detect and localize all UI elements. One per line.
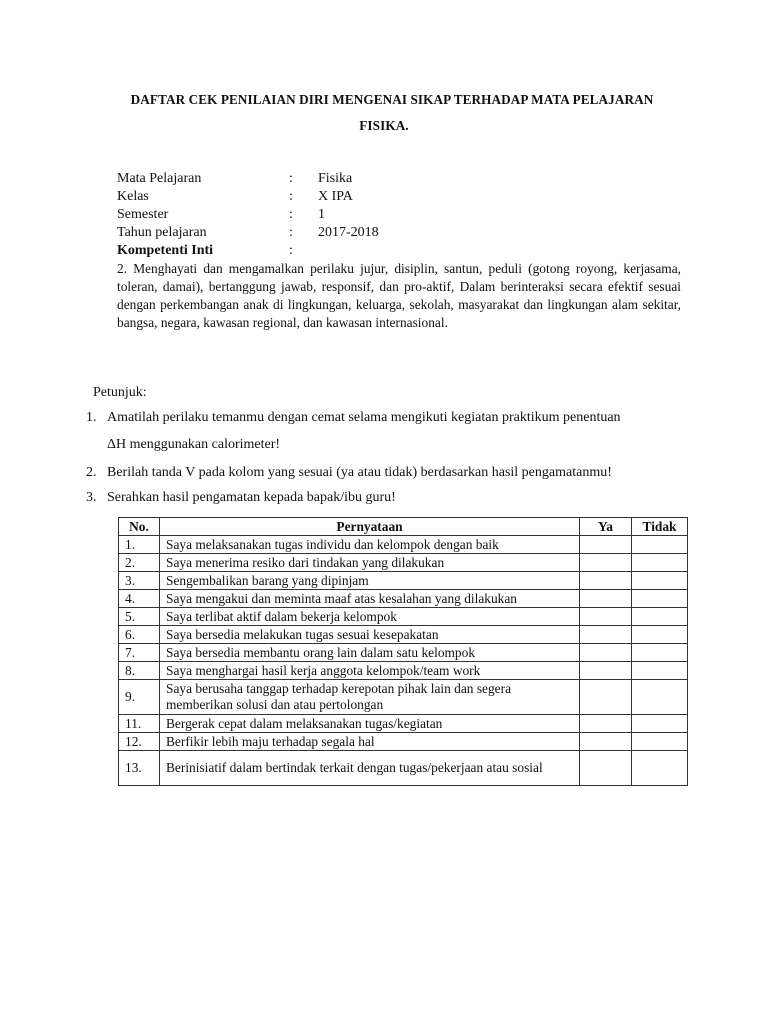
document-title-line-2: FISIKA. bbox=[359, 118, 409, 133]
row-statement: Saya terlibat aktif dalam bekerja kelompok bbox=[160, 608, 580, 626]
step-number: 3. bbox=[86, 490, 97, 505]
info-label: Semester bbox=[117, 207, 169, 222]
yes-checkbox-cell[interactable] bbox=[580, 733, 632, 751]
table-row bbox=[119, 554, 688, 572]
no-checkbox-cell[interactable] bbox=[632, 680, 688, 715]
table-row bbox=[119, 572, 688, 590]
yes-checkbox-cell[interactable] bbox=[580, 536, 632, 554]
row-number: 1. bbox=[119, 536, 160, 554]
info-label: Tahun pelajaran bbox=[117, 225, 207, 240]
info-colon: : bbox=[289, 171, 293, 186]
no-checkbox-cell[interactable] bbox=[632, 590, 688, 608]
instruction-step bbox=[86, 410, 621, 426]
table-row bbox=[119, 733, 688, 751]
table-row bbox=[119, 626, 688, 644]
yes-checkbox-cell[interactable] bbox=[580, 608, 632, 626]
info-value: Fisika bbox=[318, 171, 353, 186]
info-value: X IPA bbox=[318, 189, 353, 204]
yes-checkbox-cell[interactable] bbox=[580, 715, 632, 733]
checklist-table bbox=[118, 517, 688, 786]
document-title-line-1: DAFTAR CEK PENILAIAN DIRI MENGENAI SIKAP TERHADAP MATA PELAJARAN bbox=[130, 92, 654, 107]
info-colon: : bbox=[289, 243, 293, 258]
info-block bbox=[117, 170, 618, 260]
row-statement: Sengembalikan barang yang dipinjam bbox=[160, 572, 580, 590]
info-colon: : bbox=[289, 225, 293, 240]
row-statement: Saya bersedia membantu orang lain dalam satu kelompok bbox=[160, 644, 580, 662]
core-competence-text: 2. Menghayati dan mengamalkan perilaku jujur, disiplin, santun, peduli (gotong royong, kerjasama, toleran, damai), bertanggung jawab, responsif, dan pro-aktif, Dalam berinteraksi secara efektif sesuai dengan perkembangan anak di lingkungan, keluarga, sekolah, masyarakat dan lingkungan alam sekitar, bangsa, negara, kawasan regional, dan kawasan internasional. bbox=[117, 261, 681, 330]
table-row bbox=[119, 680, 688, 715]
row-number: 4. bbox=[119, 590, 160, 608]
info-label: Kompetenti Inti bbox=[117, 243, 214, 258]
table-row bbox=[119, 536, 688, 554]
info-row-semester bbox=[117, 206, 618, 224]
info-label: Kelas bbox=[117, 189, 149, 204]
yes-checkbox-cell[interactable] bbox=[580, 680, 632, 715]
row-statement: Saya bersedia melakukan tugas sesuai kesepakatan bbox=[160, 626, 580, 644]
row-statement: Berinisiatif dalam bertindak terkait dengan tugas/pekerjaan atau sosial bbox=[160, 751, 580, 786]
table-row bbox=[119, 751, 688, 786]
instruction-step bbox=[86, 490, 396, 506]
table-row bbox=[119, 662, 688, 680]
yes-checkbox-cell[interactable] bbox=[580, 751, 632, 786]
yes-checkbox-cell[interactable] bbox=[580, 626, 632, 644]
no-checkbox-cell[interactable] bbox=[632, 572, 688, 590]
row-number: 5. bbox=[119, 608, 160, 626]
table-row bbox=[119, 590, 688, 608]
row-number: 13. bbox=[119, 751, 160, 786]
checklist-table-wrap bbox=[118, 517, 688, 786]
table-row bbox=[119, 608, 688, 626]
info-colon: : bbox=[289, 207, 293, 222]
row-statement: Saya melaksanakan tugas individu dan kelompok dengan baik bbox=[160, 536, 580, 554]
row-number: 3. bbox=[119, 572, 160, 590]
info-value bbox=[318, 242, 618, 260]
no-checkbox-cell[interactable] bbox=[632, 733, 688, 751]
step-number: 1. bbox=[86, 410, 97, 425]
row-number: 7. bbox=[119, 644, 160, 662]
row-number: 8. bbox=[119, 662, 160, 680]
info-row-subject bbox=[117, 170, 618, 188]
table-row bbox=[119, 715, 688, 733]
no-checkbox-cell[interactable] bbox=[632, 536, 688, 554]
info-value: 1 bbox=[318, 207, 325, 222]
info-colon: : bbox=[289, 189, 293, 204]
row-number: 6. bbox=[119, 626, 160, 644]
step-text: Amatilah perilaku temanmu dengan cemat selama mengikuti kegiatan praktikum penentuan bbox=[107, 410, 621, 425]
row-statement: Bergerak cepat dalam melaksanakan tugas/kegiatan bbox=[160, 715, 580, 733]
row-number: 9. bbox=[119, 680, 160, 715]
info-row-competence bbox=[117, 242, 618, 260]
no-checkbox-cell[interactable] bbox=[632, 608, 688, 626]
row-statement: Saya mengakui dan meminta maaf atas kesalahan yang dilakukan bbox=[160, 590, 580, 608]
row-statement: Berfikir lebih maju terhadap segala hal bbox=[160, 733, 580, 751]
yes-checkbox-cell[interactable] bbox=[580, 572, 632, 590]
row-statement: Saya menghargai hasil kerja anggota kelompok/team work bbox=[160, 662, 580, 680]
yes-checkbox-cell[interactable] bbox=[580, 590, 632, 608]
table-row bbox=[119, 644, 688, 662]
header-no: No. bbox=[119, 518, 160, 536]
step-text: ΔH menggunakan calorimeter! bbox=[107, 437, 281, 452]
info-label: Mata Pelajaran bbox=[117, 171, 202, 186]
step-number: 2. bbox=[86, 465, 97, 480]
instruction-step-continuation bbox=[107, 437, 280, 453]
no-checkbox-cell[interactable] bbox=[632, 626, 688, 644]
yes-checkbox-cell[interactable] bbox=[580, 662, 632, 680]
header-yes: Ya bbox=[580, 518, 632, 536]
info-row-year bbox=[117, 224, 618, 242]
table-header-row bbox=[119, 518, 688, 536]
no-checkbox-cell[interactable] bbox=[632, 644, 688, 662]
info-value: 2017-2018 bbox=[318, 225, 379, 240]
header-no-answer: Tidak bbox=[632, 518, 688, 536]
step-text: Serahkan hasil pengamatan kepada bapak/ibu guru! bbox=[107, 490, 396, 505]
info-row-class bbox=[117, 188, 618, 206]
row-number: 12. bbox=[119, 733, 160, 751]
step-text: Berilah tanda V pada kolom yang sesuai (ya atau tidak) berdasarkan hasil pengamatanmu! bbox=[107, 465, 612, 480]
yes-checkbox-cell[interactable] bbox=[580, 554, 632, 572]
no-checkbox-cell[interactable] bbox=[632, 751, 688, 786]
no-checkbox-cell[interactable] bbox=[632, 715, 688, 733]
row-number: 11. bbox=[119, 715, 160, 733]
row-statement: Saya berusaha tanggap terhadap kerepotan pihak lain dan segera memberikan solusi dan atau pertolongan bbox=[160, 680, 580, 715]
yes-checkbox-cell[interactable] bbox=[580, 644, 632, 662]
instructions-label: Petunjuk: bbox=[93, 385, 147, 400]
no-checkbox-cell[interactable] bbox=[632, 662, 688, 680]
instruction-step bbox=[86, 465, 612, 481]
header-statement: Pernyataan bbox=[160, 518, 580, 536]
row-statement: Saya menerima resiko dari tindakan yang dilakukan bbox=[160, 554, 580, 572]
no-checkbox-cell[interactable] bbox=[632, 554, 688, 572]
row-number: 2. bbox=[119, 554, 160, 572]
